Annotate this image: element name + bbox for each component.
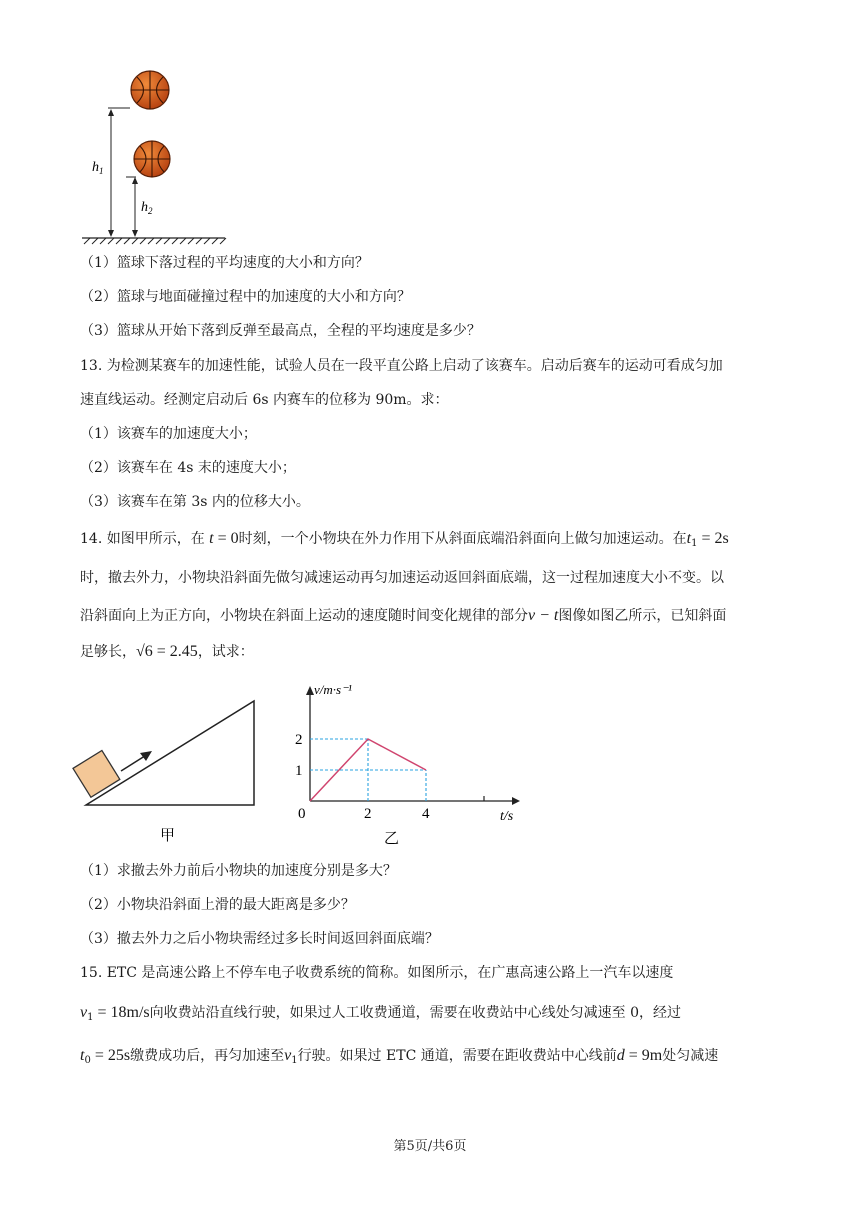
q12-part-3: （3）篮球从开始下落到反弹至最高点，全程的平均速度是多少？: [80, 323, 481, 339]
q14-stem-line-4: 足够长，√6 = 2.45，试求：: [80, 643, 254, 660]
q15-stem-line-3: $t_0 = 25s$缴费成功后，再匀加速至$v_1$行驶。如果过 ETC 通道，需要在距收费站中心线前d = 9m处匀减速: [80, 1047, 719, 1066]
q14-stem-line-1: 14. 如图甲所示，在 t = 0时刻，一个小物块在外力作用下从斜面底端沿斜面向上做匀加速运动。在$t_1 = 2s$: [80, 530, 729, 549]
incline-figure: [80, 695, 270, 855]
q13-stem-line-1: 13. 为检测某赛车的加速性能，试验人员在一段平直公路上启动了该赛车。启动后赛车的运动可看成匀加: [80, 358, 723, 374]
h2-label: $h_2$: [141, 200, 153, 216]
q14-part-2: （2）小物块沿斜面上滑的最大距离是多少？: [80, 897, 355, 913]
basketball-figure: [70, 60, 240, 250]
h1-label: $h_1$: [92, 160, 104, 176]
q12-part-2: （2）篮球与地面碰撞过程中的加速度的大小和方向？: [80, 289, 411, 305]
q13-part-1: （1）该赛车的加速度大小；: [80, 426, 257, 442]
q14-part-1: （1）求撤去外力前后小物块的加速度分别是多大？: [80, 863, 397, 879]
vt-graph: [290, 680, 530, 850]
x-tick-label: 0: [298, 806, 306, 822]
figure-jia-label: 甲: [160, 826, 176, 844]
page-number: 第5页/共6页: [393, 1139, 467, 1154]
block-icon: [73, 750, 120, 797]
x-axis-label: t/s: [500, 809, 514, 824]
q14-stem-line-3: 沿斜面向上为正方向，小物块在斜面上运动的速度随时间变化规律的部分v − t图像如图乙所示，已知斜面: [80, 607, 727, 624]
basketball-top-icon: [131, 71, 169, 109]
q13-stem-line-2: 速直线运动。经测定启动后 6s 内赛车的位移为 90m。求：: [80, 392, 449, 408]
y-tick-label: 2: [295, 732, 303, 748]
x-axis-arrow-icon: [512, 797, 520, 805]
figure-yi-label: 乙: [384, 829, 400, 847]
x-tick-label: 4: [422, 806, 430, 822]
q15-stem-line-1: 15. ETC 是高速公路上不停车电子收费系统的简称。如图所示，在广惠高速公路上一汽车以速度: [80, 965, 674, 981]
q13-part-3: （3）该赛车在第 3s 内的位移大小。: [80, 494, 310, 510]
y-tick-label: 1: [295, 763, 303, 779]
q12-part-1: （1）篮球下落过程的平均速度的大小和方向？: [80, 255, 369, 271]
q14-part-3: （3）撤去外力之后小物块需经过多长时间返回斜面底端？: [80, 931, 439, 947]
q14-stem-line-2: 时，撤去外力，小物块沿斜面先做匀减速运动再匀加速运动返回斜面底端，这一过程加速度大小不变。以: [80, 570, 724, 586]
q13-part-2: （2）该赛车在 4s 末的速度大小；: [80, 460, 296, 476]
basketball-bottom-icon: [134, 141, 170, 177]
y-axis-arrow-icon: [306, 686, 314, 695]
x-tick-label: 2: [364, 806, 372, 822]
q15-stem-line-2: $v_1 = 18m/s$向收费站沿直线行驶，如果过人工收费通道，需要在收费站中心线处匀减速至 0，经过: [80, 1004, 681, 1023]
y-axis-label: v/m·s⁻¹: [314, 682, 352, 697]
